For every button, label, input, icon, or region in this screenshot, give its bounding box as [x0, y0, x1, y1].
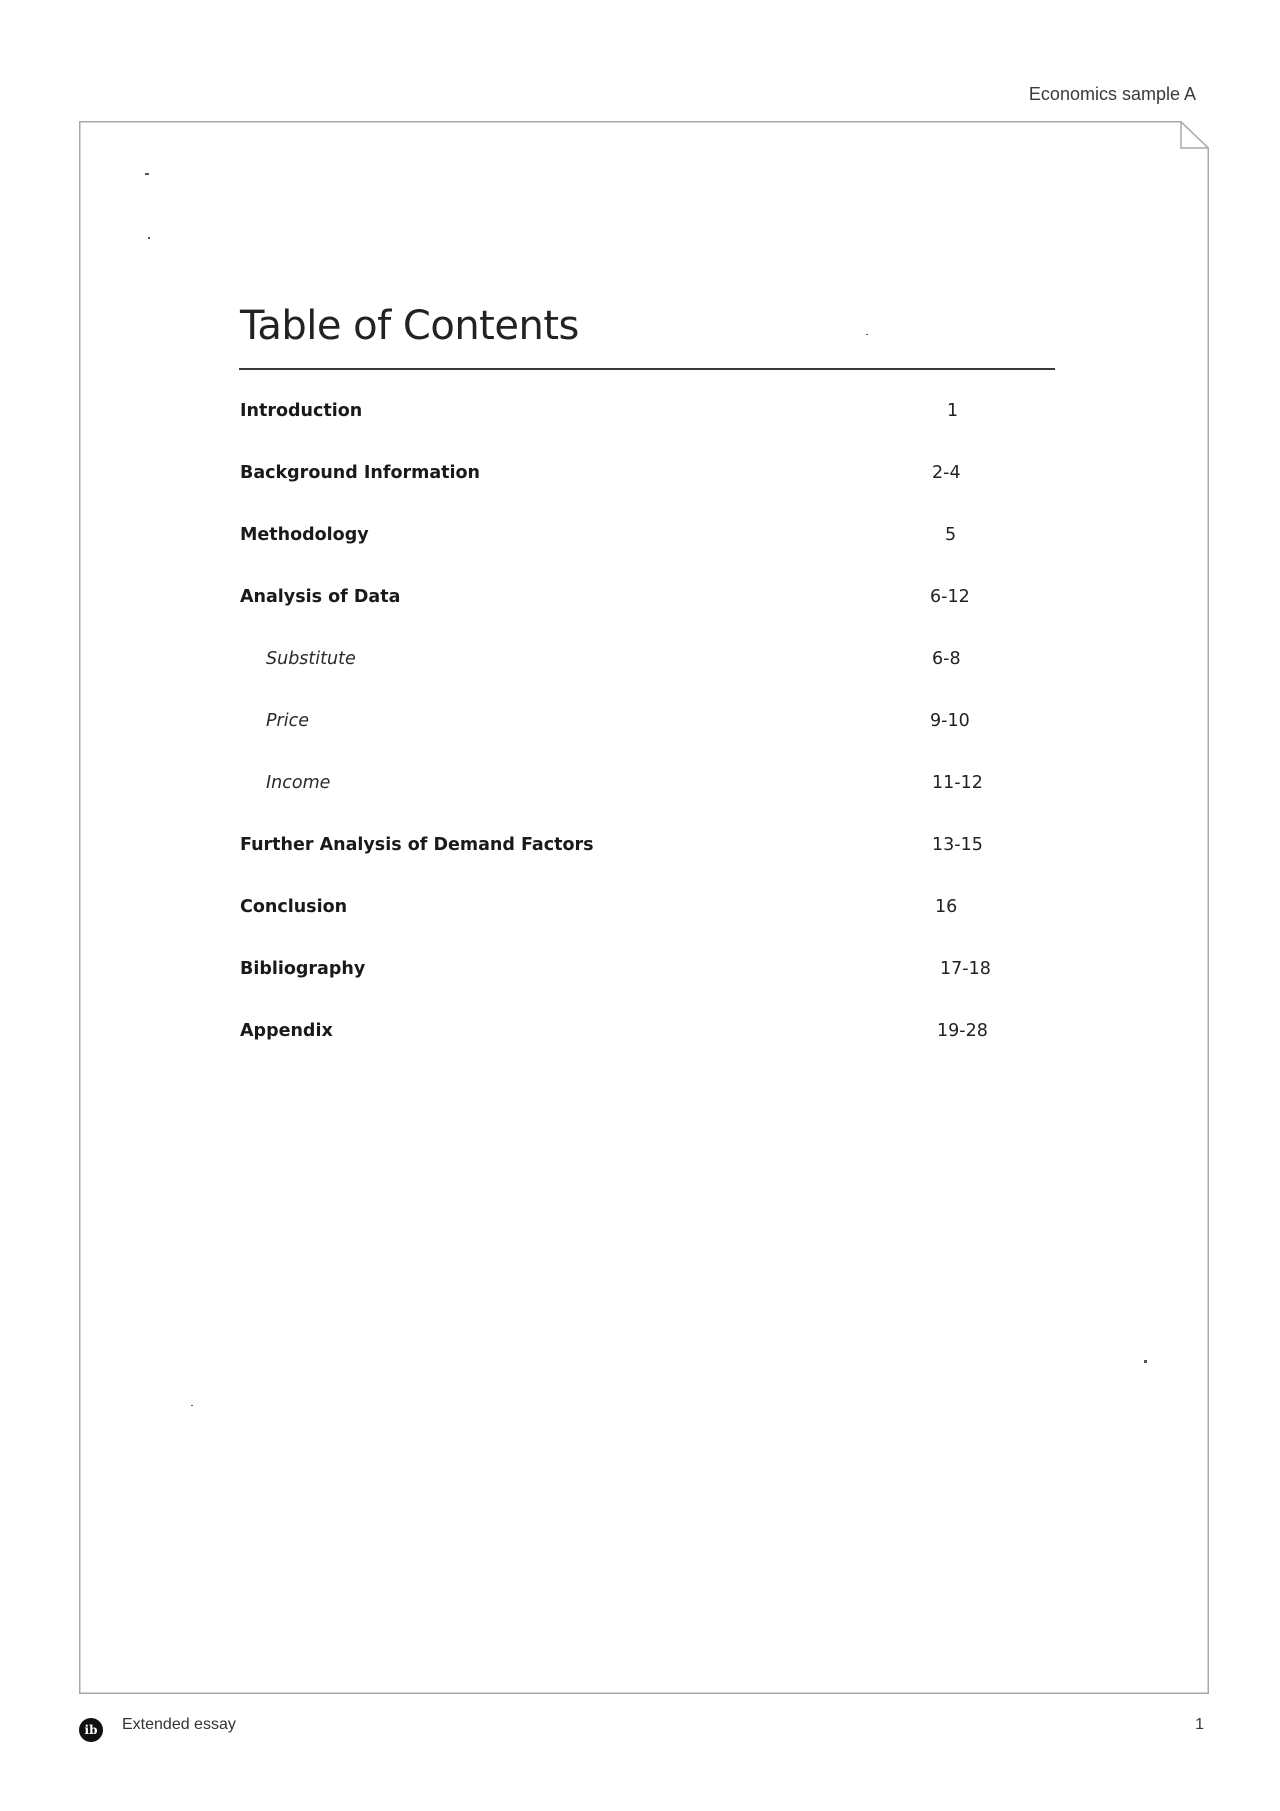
document-header-label: Economics sample A — [1028, 84, 1196, 104]
toc-entry — [240, 773, 1040, 835]
footer-page-number: 1 — [1195, 1716, 1204, 1733]
scan-speck — [866, 334, 868, 335]
toc-entry-pages: 6-8 — [932, 649, 961, 669]
toc-entry-label: Appendix — [240, 1021, 333, 1041]
toc-entry-pages: 6-12 — [930, 587, 970, 607]
toc-entry — [240, 959, 1040, 1021]
footer-label: Extended essay — [122, 1716, 236, 1733]
toc-entry — [240, 835, 1040, 897]
ib-logo-icon: ib — [79, 1718, 103, 1742]
toc-entry-label: Substitute — [266, 649, 356, 669]
toc-entry-pages: 16 — [935, 897, 958, 917]
toc-entry-label: Further Analysis of Demand Factors — [240, 835, 594, 855]
toc-title-rule — [239, 368, 1055, 370]
toc-entry-pages: 19-28 — [937, 1021, 988, 1041]
toc-entry-pages: 11-12 — [932, 773, 983, 793]
toc-title: Table of Contents — [240, 303, 579, 349]
toc-entry-label: Background Information — [240, 463, 481, 483]
toc-entry — [240, 401, 1040, 463]
toc-entry-pages: 9-10 — [930, 711, 970, 731]
scan-speck — [191, 1405, 193, 1406]
toc-entry-label: Methodology — [240, 525, 369, 545]
toc-entry — [240, 463, 1040, 525]
scan-speck — [1144, 1360, 1147, 1363]
toc-entry-label: Bibliography — [240, 959, 366, 979]
scan-speck — [145, 173, 149, 175]
toc-entry-pages: 5 — [945, 525, 957, 545]
toc-entry — [240, 711, 1040, 773]
toc-entry — [240, 897, 1040, 959]
toc-entry — [240, 525, 1040, 587]
toc-entry-label: Introduction — [240, 401, 363, 421]
toc-entry — [240, 587, 1040, 649]
toc-entry-pages: 17-18 — [940, 959, 991, 979]
toc-entry-label: Income — [266, 773, 331, 793]
toc-list — [240, 401, 1040, 1083]
toc-entry-pages: 13-15 — [932, 835, 983, 855]
toc-entry — [240, 649, 1040, 711]
toc-entry-label: Analysis of Data — [240, 587, 401, 607]
toc-entry-pages: 1 — [947, 401, 959, 421]
toc-entry — [240, 1021, 1040, 1083]
toc-entry-label: Conclusion — [240, 897, 348, 917]
scan-speck — [148, 237, 150, 239]
toc-entry-pages: 2-4 — [932, 463, 961, 483]
toc-entry-label: Price — [266, 711, 309, 731]
